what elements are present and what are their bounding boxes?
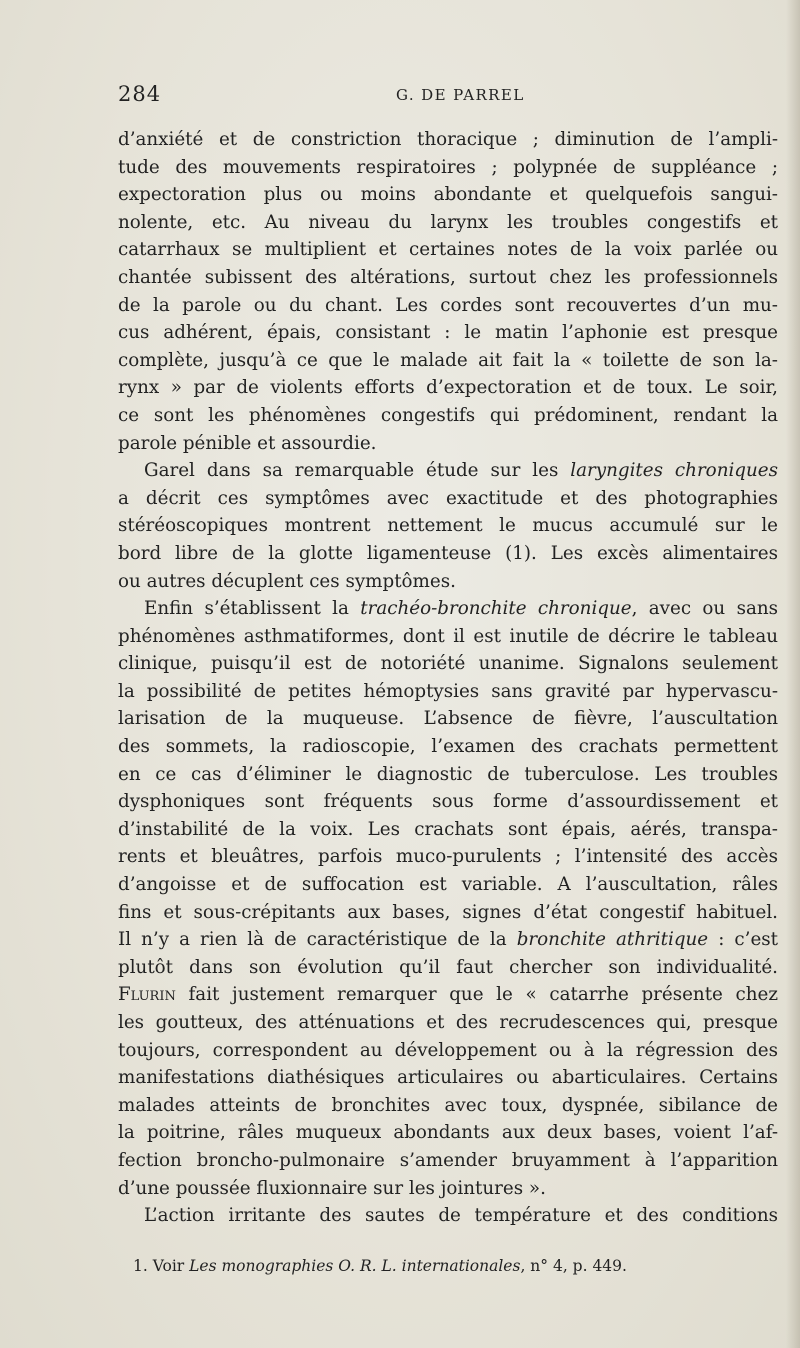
italic-term: bronchite athritique [516, 929, 709, 951]
text-line: chantée subissent des altérations, surtout chez les professionnels [118, 266, 778, 288]
text-line: d’anxiété et de constriction thoracique ; diminution de l’ampli- [118, 129, 778, 150]
text-line [118, 595, 778, 623]
running-head: G. DE PARREL [396, 86, 525, 104]
text-line: malades atteints de bronchites avec toux, dyspnée, sibilance de [118, 1094, 778, 1116]
footnote-title: Les monographies O. R. L. internationales [189, 1257, 521, 1275]
text-line: tude des mouvements respiratoires ; polypnée de suppléance ; [118, 156, 778, 178]
footnote-text: 1. Voir [133, 1257, 190, 1275]
text-line: phénomènes asthmatiformes, dont il est inutile de décrire le tableau [118, 625, 778, 647]
text-line: catarrhaux se multiplient et certaines notes de la voix parlée ou [118, 239, 778, 261]
text-run: : c’est [708, 929, 779, 951]
text-line: rynx » par de violents efforts d’expectoration et de toux. Le soir, [118, 377, 778, 399]
footnote-text: , n° 4, p. 449. [520, 1257, 627, 1275]
text-line: L’action irritante des sautes de température et des conditions [144, 1205, 778, 1227]
text-run: Garel dans sa remarquable étude sur les [144, 460, 571, 482]
text-line: fins et sous-crépitants aux bases, signes d’état congestif habituel. [118, 901, 778, 923]
text-line: des sommets, la radioscopie, l’examen des crachats permettent [118, 736, 778, 758]
text-line: ou autres décuplent ces symptômes. [118, 570, 456, 592]
text-line: bord libre de la glotte ligamenteuse (1). Les excès alimentaires [118, 542, 778, 564]
text-line: ce sont les phénomènes congestifs qui prédominent, rendant la [118, 404, 778, 426]
text-line: d’une poussée fluxionnaire sur les jointures ». [118, 1177, 546, 1199]
text-line: stéréoscopiques montrent nettement le mucus accumulé sur le [118, 515, 778, 537]
text-line: la possibilité de petites hémoptysies sans gravité par hypervascu- [118, 680, 778, 702]
text-line: en ce cas d’éliminer le diagnostic de tuberculose. Les troubles [118, 763, 778, 785]
page-header [118, 82, 778, 112]
text-line: parole pénible et assourdie. [118, 432, 377, 454]
text-run: , avec ou sans [631, 598, 779, 620]
text-run: Il n’y a rien là de caractéristique de la [118, 929, 517, 951]
italic-term: trachéo-bronchite chronique [360, 598, 632, 620]
text-line [118, 457, 778, 485]
footnote [133, 1256, 773, 1276]
text-run: fait justement remarquer que le « catarrhe présente chez [175, 984, 778, 1006]
text-run: Enfin s’établissent la [144, 598, 361, 620]
text-line: complète, jusqu’à ce que le malade ait fait la « toilette de son la- [118, 349, 778, 371]
text-line: rents et bleuâtres, parfois muco-purulents ; l’intensité des accès [118, 846, 778, 868]
text-line: fection broncho-pulmonaire s’amender bruyamment à l’apparition [118, 1149, 778, 1171]
text-line: plutôt dans son évolution qu’il faut chercher son individualité. [118, 956, 778, 978]
text-line: d’angoisse et de suffocation est variable. A l’auscultation, râles [118, 874, 778, 896]
text-line: dysphoniques sont fréquents sous forme d’assourdissement et [118, 791, 778, 813]
italic-title: laryngites chroniques [570, 460, 778, 482]
text-line: cus adhérent, épais, consistant : le matin l’aphonie est presque [118, 322, 778, 344]
text-line: les goutteux, des atténuations et des recrudescences qui, presque [118, 1012, 778, 1033]
page-edge-shadow [786, 0, 800, 1348]
text-line: clinique, puisqu’il est de notoriété unanime. Signalons seulement [118, 653, 778, 675]
text-line: a décrit ces symptômes avec exactitude et des photographies [118, 487, 778, 509]
text-line: larisation de la muqueuse. L’absence de fièvre, l’auscultation [118, 708, 778, 730]
body-text [118, 126, 778, 1230]
text-line [118, 981, 778, 1009]
text-line: toujours, correspondent au développement ou à la régression des [118, 1039, 778, 1061]
text-line: d’instabilité de la voix. Les crachats sont épais, aérés, transpa- [118, 818, 778, 840]
text-line [118, 926, 778, 954]
page-number: 284 [118, 82, 162, 106]
text-line: la poitrine, râles muqueux abondants aux deux bases, voient l’af- [118, 1122, 778, 1144]
text-line: expectoration plus ou moins abondante et quelquefois sangui- [118, 184, 778, 206]
author-name: Flurin [118, 984, 176, 1006]
text-line: de la parole ou du chant. Les cordes sont recouvertes d’un mu- [118, 294, 778, 316]
text-line: manifestations diathésiques articulaires ou abarticulaires. Certains [118, 1067, 778, 1089]
text-line: nolente, etc. Au niveau du larynx les troubles congestifs et [118, 211, 778, 233]
